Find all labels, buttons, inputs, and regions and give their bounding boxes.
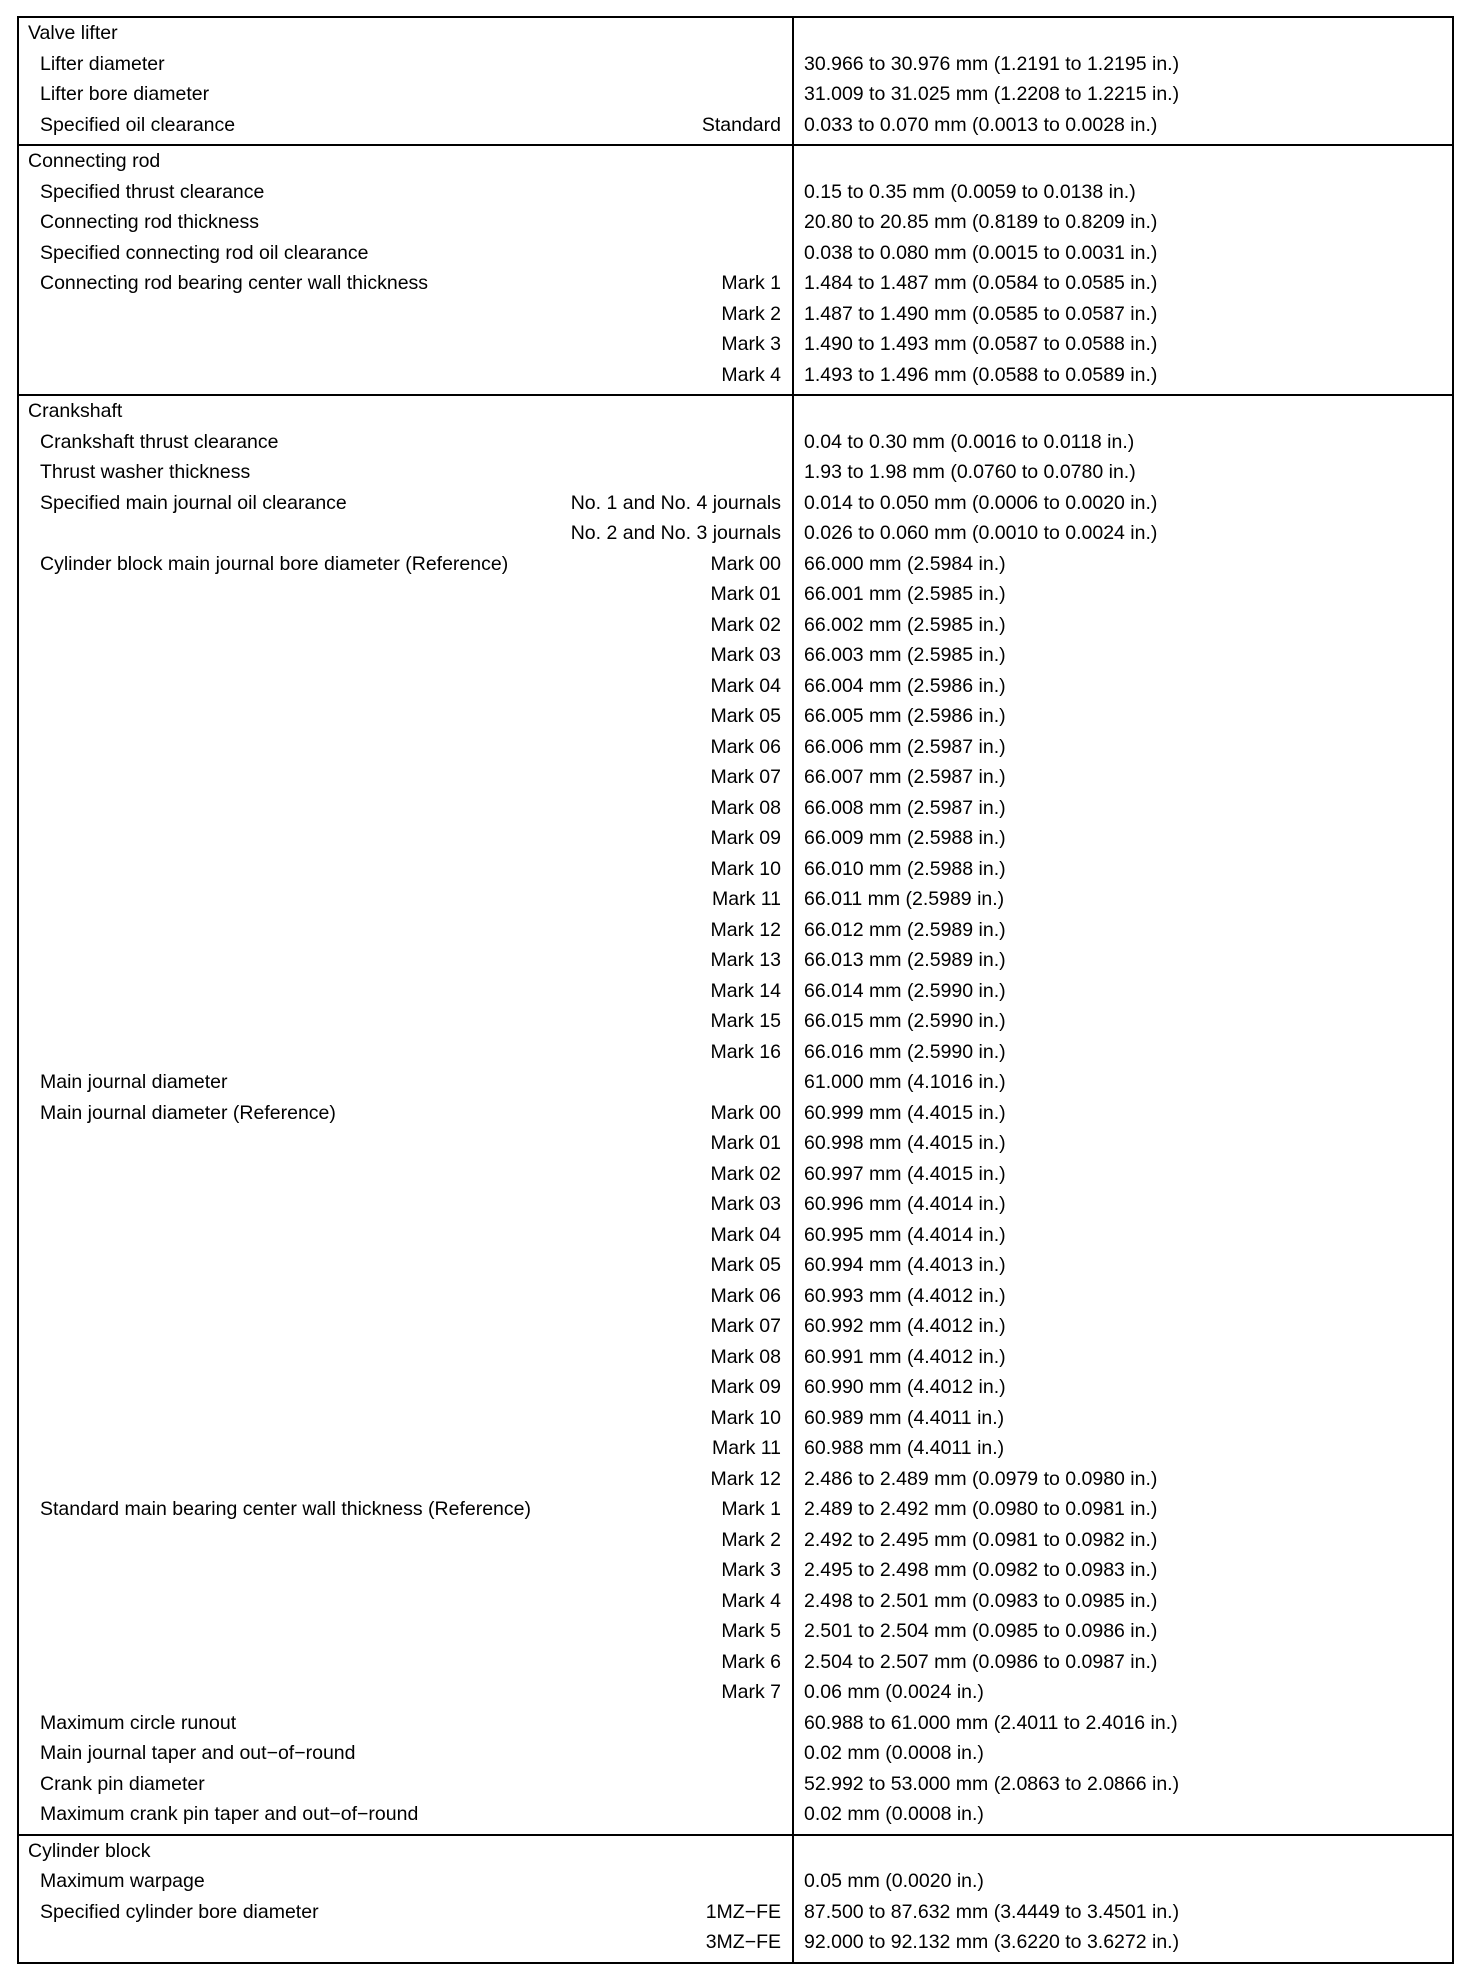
spec-row [19, 1403, 792, 1434]
spec-label [19, 299, 721, 330]
spec-qualifier: Mark 3 [721, 333, 781, 355]
spec-row [19, 915, 792, 946]
spec-value: 87.500 to 87.632 mm (3.4449 to 3.4501 in.) [804, 1900, 1180, 1923]
spec-label [19, 1006, 711, 1037]
spec-value: 0.014 to 0.050 mm (0.0006 to 0.0020 in.) [804, 491, 1158, 514]
spec-qualifier [781, 238, 792, 269]
spec-row [19, 1067, 792, 1098]
spec-row [19, 457, 792, 488]
spec-qualifier [781, 1836, 792, 1867]
spec-qualifier: Mark 10 [710, 1406, 781, 1429]
spec-row [19, 1866, 792, 1897]
section-heading: Connecting rod [28, 150, 161, 172]
spec-value: 20.80 to 20.85 mm (0.8189 to 0.8209 in.) [804, 211, 1158, 233]
spec-label [19, 945, 711, 976]
spec-qualifier [781, 18, 792, 49]
spec-qualifier: Standard [701, 113, 781, 136]
spec-label [19, 1311, 711, 1342]
spec-value: 2.501 to 2.504 mm (0.0985 to 0.0986 in.) [804, 1620, 1158, 1642]
label-column [19, 1836, 794, 1962]
spec-qualifier: Mark 02 [710, 1162, 781, 1185]
spec-value: 60.993 mm (4.4012 in.) [804, 1284, 1006, 1307]
spec-qualifier: Mark 03 [710, 1193, 781, 1215]
spec-label [19, 884, 712, 915]
spec-qualifier [781, 1769, 792, 1800]
spec-label [19, 640, 711, 671]
spec-value: 66.007 mm (2.5987 in.) [804, 766, 1006, 788]
spec-value: 60.996 mm (4.4014 in.) [804, 1193, 1006, 1215]
spec-row [19, 1159, 792, 1190]
spec-value: 66.001 mm (2.5985 in.) [804, 583, 1006, 605]
spec-qualifier [781, 146, 792, 177]
spec-value: 60.997 mm (4.4015 in.) [804, 1162, 1006, 1185]
spec-qualifier [781, 396, 792, 427]
spec-row [19, 976, 792, 1007]
spec-qualifier: Mark 03 [710, 644, 781, 666]
spec-row [19, 762, 792, 793]
spec-label: Maximum warpage [40, 1870, 205, 1892]
spec-row [19, 884, 792, 915]
spec-row [19, 268, 792, 299]
spec-qualifier: Mark 00 [710, 552, 781, 575]
spec-qualifier: Mark 1 [721, 272, 781, 294]
spec-row [19, 1464, 792, 1495]
spec-row [19, 518, 792, 549]
spec-label: Maximum crank pin taper and out−of−round [40, 1803, 419, 1825]
spec-label [19, 518, 571, 549]
spec-label [19, 1927, 706, 1958]
spec-qualifier: Mark 13 [710, 949, 781, 971]
spec-qualifier [781, 1738, 792, 1769]
spec-qualifier: Mark 08 [710, 1345, 781, 1368]
spec-label: Specified thrust clearance [40, 180, 265, 203]
section-heading-row [19, 146, 792, 177]
spec-qualifier [781, 1067, 792, 1098]
spec-row [19, 1342, 792, 1373]
spec-label [19, 1220, 711, 1251]
spec-qualifier: Mark 2 [721, 1528, 781, 1551]
spec-label: Connecting rod thickness [40, 211, 259, 233]
spec-label [19, 1403, 711, 1434]
spec-label [19, 610, 711, 641]
label-column [19, 146, 794, 394]
spec-value: 66.015 mm (2.5990 in.) [804, 1010, 1006, 1032]
spec-qualifier: Mark 07 [710, 1315, 781, 1337]
spec-value: 92.000 to 92.132 mm (3.6220 to 3.6272 in.) [804, 1931, 1180, 1953]
spec-label: Lifter diameter [40, 52, 165, 75]
spec-label [19, 976, 711, 1007]
spec-value: 30.966 to 30.976 mm (1.2191 to 1.2195 in.) [804, 52, 1180, 75]
spec-label: Specified main journal oil clearance [40, 491, 347, 514]
spec-label: Crank pin diameter [40, 1772, 205, 1795]
spec-row [19, 1769, 792, 1800]
spec-row [19, 1189, 792, 1220]
spec-qualifier [781, 1866, 792, 1897]
spec-row [19, 238, 792, 269]
spec-value: 0.04 to 0.30 mm (0.0016 to 0.0118 in.) [804, 430, 1135, 453]
spec-row [19, 1525, 792, 1556]
spec-label: Lifter bore diameter [40, 83, 210, 105]
spec-row [19, 1616, 792, 1647]
spec-value: 2.486 to 2.489 mm (0.0979 to 0.0980 in.) [804, 1467, 1158, 1490]
spec-qualifier [781, 207, 792, 238]
spec-row [19, 1098, 792, 1129]
spec-qualifier: Mark 04 [710, 674, 781, 697]
spec-qualifier: Mark 14 [710, 979, 781, 1002]
spec-row [19, 1555, 792, 1586]
spec-label [19, 1159, 711, 1190]
spec-row [19, 110, 792, 141]
spec-qualifier: Mark 08 [710, 796, 781, 819]
spec-value: 2.504 to 2.507 mm (0.0986 to 0.0987 in.) [804, 1650, 1158, 1673]
spec-value [794, 1836, 1452, 1867]
spec-value: 52.992 to 53.000 mm (2.0863 to 2.0866 in.) [804, 1772, 1180, 1795]
spec-value: 61.000 mm (4.1016 in.) [804, 1071, 1006, 1093]
spec-row [19, 1311, 792, 1342]
spec-label: Cylinder block main journal bore diameter (Reference) [40, 552, 509, 575]
spec-qualifier: Mark 1 [721, 1498, 781, 1520]
spec-row [19, 579, 792, 610]
spec-label [19, 1555, 721, 1586]
spec-qualifier [781, 1799, 792, 1830]
spec-section [19, 144, 1452, 394]
spec-label [19, 1525, 721, 1556]
spec-row [19, 299, 792, 330]
spec-qualifier: 3MZ−FE [705, 1931, 781, 1953]
spec-qualifier: Mark 09 [710, 1376, 781, 1398]
spec-section [19, 18, 1452, 144]
spec-value: 66.008 mm (2.5987 in.) [804, 796, 1006, 819]
spec-row [19, 1281, 792, 1312]
spec-row [19, 1799, 792, 1830]
spec-label [19, 1464, 711, 1495]
spec-row [19, 1250, 792, 1281]
label-column [19, 18, 794, 144]
spec-value: 60.988 mm (4.4011 in.) [804, 1437, 1005, 1459]
spec-label [19, 671, 711, 702]
spec-label: Specified oil clearance [40, 113, 236, 136]
section-heading: Valve lifter [28, 22, 118, 44]
spec-row [19, 360, 792, 391]
section-heading-row [19, 18, 792, 49]
spec-value: 2.495 to 2.498 mm (0.0982 to 0.0983 in.) [804, 1559, 1158, 1581]
spec-qualifier [781, 79, 792, 110]
value-column [794, 396, 1452, 1834]
spec-value: 60.998 mm (4.4015 in.) [804, 1132, 1006, 1154]
spec-label [19, 854, 711, 885]
spec-row [19, 854, 792, 885]
spec-label: Main journal taper and out−of−round [40, 1742, 356, 1764]
spec-label [19, 1433, 712, 1464]
spec-label: Main journal diameter [40, 1071, 228, 1093]
spec-row [19, 1128, 792, 1159]
spec-value: 66.004 mm (2.5986 in.) [804, 674, 1006, 697]
spec-label [19, 1586, 721, 1617]
spec-qualifier: Mark 16 [710, 1040, 781, 1063]
spec-qualifier: Mark 5 [721, 1620, 781, 1642]
spec-qualifier [781, 457, 792, 488]
spec-row [19, 1927, 792, 1958]
spec-label: Thrust washer thickness [40, 461, 251, 483]
spec-value: 0.02 mm (0.0008 in.) [804, 1803, 984, 1825]
spec-value: 66.010 mm (2.5988 in.) [804, 857, 1006, 880]
spec-value: 1.493 to 1.496 mm (0.0588 to 0.0589 in.) [804, 363, 1158, 386]
spec-value: 2.492 to 2.495 mm (0.0981 to 0.0982 in.) [804, 1528, 1158, 1551]
spec-value: 66.012 mm (2.5989 in.) [804, 918, 1006, 941]
spec-qualifier: Mark 06 [710, 735, 781, 758]
spec-value: 0.026 to 0.060 mm (0.0010 to 0.0024 in.) [804, 522, 1158, 544]
spec-value: 66.014 mm (2.5990 in.) [804, 979, 1006, 1002]
spec-row [19, 207, 792, 238]
spec-qualifier [781, 49, 792, 80]
spec-row [19, 177, 792, 208]
spec-qualifier [781, 1708, 792, 1739]
spec-section [19, 1834, 1452, 1962]
spec-qualifier: Mark 01 [710, 583, 781, 605]
spec-label: Specified connecting rod oil clearance [40, 241, 369, 264]
spec-label [19, 579, 711, 610]
spec-label [19, 1281, 711, 1312]
spec-row [19, 329, 792, 360]
spec-qualifier: Mark 4 [721, 1589, 781, 1612]
spec-value: 66.003 mm (2.5985 in.) [804, 644, 1006, 666]
spec-qualifier: Mark 6 [721, 1650, 781, 1673]
spec-qualifier: Mark 12 [710, 918, 781, 941]
spec-value: 66.013 mm (2.5989 in.) [804, 949, 1006, 971]
value-column [794, 146, 1452, 394]
spec-value: 60.999 mm (4.4015 in.) [804, 1101, 1006, 1124]
spec-qualifier: Mark 11 [712, 888, 781, 910]
spec-qualifier: Mark 10 [710, 857, 781, 880]
spec-row [19, 79, 792, 110]
spec-label: Connecting rod bearing center wall thickness [40, 272, 429, 294]
spec-value: 1.490 to 1.493 mm (0.0587 to 0.0588 in.) [804, 333, 1158, 355]
spec-label: Maximum circle runout [40, 1711, 237, 1734]
spec-qualifier: Mark 2 [721, 302, 781, 325]
spec-value: 0.05 mm (0.0020 in.) [804, 1870, 984, 1892]
spec-qualifier: Mark 7 [721, 1681, 781, 1703]
spec-qualifier: Mark 4 [721, 363, 781, 386]
spec-label [19, 1372, 711, 1403]
spec-row [19, 1433, 792, 1464]
spec-value: 60.991 mm (4.4012 in.) [804, 1345, 1006, 1368]
section-heading: Crankshaft [28, 400, 123, 422]
spec-table [17, 16, 1454, 1964]
spec-qualifier [781, 177, 792, 208]
spec-value [794, 18, 1452, 49]
spec-section [19, 394, 1452, 1834]
spec-label [19, 732, 711, 763]
spec-qualifier: Mark 00 [710, 1101, 781, 1124]
spec-row [19, 945, 792, 976]
spec-qualifier: Mark 01 [710, 1132, 781, 1154]
spec-label [19, 1647, 721, 1678]
spec-value: 66.009 mm (2.5988 in.) [804, 827, 1006, 849]
spec-label: Specified cylinder bore diameter [40, 1900, 319, 1923]
spec-qualifier: Mark 05 [710, 705, 781, 727]
spec-qualifier: Mark 11 [712, 1437, 781, 1459]
value-column [794, 1836, 1452, 1962]
spec-row [19, 671, 792, 702]
spec-value: 60.995 mm (4.4014 in.) [804, 1223, 1006, 1246]
spec-row [19, 732, 792, 763]
spec-row [19, 1677, 792, 1708]
spec-qualifier: Mark 04 [710, 1223, 781, 1246]
spec-value: 60.992 mm (4.4012 in.) [804, 1315, 1006, 1337]
spec-label [19, 1189, 711, 1220]
spec-label [19, 762, 711, 793]
spec-value: 2.498 to 2.501 mm (0.0983 to 0.0985 in.) [804, 1589, 1158, 1612]
spec-label [19, 1128, 711, 1159]
spec-row [19, 793, 792, 824]
spec-qualifier: Mark 07 [710, 766, 781, 788]
spec-label [19, 1037, 711, 1068]
spec-row [19, 1647, 792, 1678]
spec-row [19, 823, 792, 854]
spec-label [19, 329, 721, 360]
spec-row [19, 427, 792, 458]
spec-qualifier: Mark 12 [710, 1467, 781, 1490]
spec-qualifier: 1MZ−FE [705, 1900, 781, 1923]
spec-label: Crankshaft thrust clearance [40, 430, 279, 453]
spec-row [19, 1372, 792, 1403]
spec-value: 0.033 to 0.070 mm (0.0013 to 0.0028 in.) [804, 113, 1158, 136]
spec-value: 66.002 mm (2.5985 in.) [804, 613, 1006, 636]
spec-value: 1.487 to 1.490 mm (0.0585 to 0.0587 in.) [804, 302, 1158, 325]
spec-value: 1.93 to 1.98 mm (0.0760 to 0.0780 in.) [804, 461, 1136, 483]
label-column [19, 396, 794, 1834]
spec-label [19, 701, 711, 732]
spec-qualifier: No. 2 and No. 3 journals [570, 522, 781, 544]
spec-row [19, 1708, 792, 1739]
spec-value: 66.006 mm (2.5987 in.) [804, 735, 1006, 758]
spec-value: 66.011 mm (2.5989 in.) [804, 888, 1005, 910]
spec-label: Standard main bearing center wall thickness (Reference) [40, 1498, 531, 1520]
spec-value: 60.989 mm (4.4011 in.) [804, 1406, 1005, 1429]
spec-row [19, 1037, 792, 1068]
spec-value: 0.038 to 0.080 mm (0.0015 to 0.0031 in.) [804, 241, 1158, 264]
spec-qualifier: Mark 3 [721, 1559, 781, 1581]
spec-label [19, 1677, 721, 1708]
spec-qualifier: Mark 09 [710, 827, 781, 849]
spec-value: 1.484 to 1.487 mm (0.0584 to 0.0585 in.) [804, 272, 1158, 294]
spec-qualifier: No. 1 and No. 4 journals [570, 491, 781, 514]
section-heading: Cylinder block [28, 1839, 151, 1862]
spec-qualifier: Mark 05 [710, 1254, 781, 1276]
spec-value: 0.15 to 0.35 mm (0.0059 to 0.0138 in.) [804, 180, 1136, 203]
spec-row [19, 1006, 792, 1037]
spec-qualifier: Mark 02 [710, 613, 781, 636]
spec-label [19, 915, 711, 946]
spec-row [19, 701, 792, 732]
spec-value: 60.994 mm (4.4013 in.) [804, 1254, 1006, 1276]
section-heading-row [19, 1836, 792, 1867]
spec-row [19, 1897, 792, 1928]
spec-row [19, 1738, 792, 1769]
spec-value [794, 396, 1452, 427]
spec-value: 66.016 mm (2.5990 in.) [804, 1040, 1006, 1063]
value-column [794, 18, 1452, 144]
spec-label [19, 1342, 711, 1373]
spec-row [19, 610, 792, 641]
spec-row [19, 549, 792, 580]
spec-value: 60.988 to 61.000 mm (2.4011 to 2.4016 in.) [804, 1711, 1178, 1734]
spec-qualifier: Mark 15 [710, 1010, 781, 1032]
section-heading-row [19, 396, 792, 427]
spec-qualifier [781, 427, 792, 458]
spec-label [19, 823, 711, 854]
spec-row [19, 640, 792, 671]
spec-value: 2.489 to 2.492 mm (0.0980 to 0.0981 in.) [804, 1498, 1158, 1520]
spec-value: 66.005 mm (2.5986 in.) [804, 705, 1006, 727]
spec-value [794, 146, 1452, 177]
spec-row [19, 1586, 792, 1617]
spec-row [19, 49, 792, 80]
spec-label [19, 793, 711, 824]
spec-qualifier: Mark 06 [710, 1284, 781, 1307]
spec-label [19, 1616, 721, 1647]
spec-value: 60.990 mm (4.4012 in.) [804, 1376, 1006, 1398]
spec-value: 66.000 mm (2.5984 in.) [804, 552, 1006, 575]
spec-row [19, 488, 792, 519]
spec-value: 31.009 to 31.025 mm (1.2208 to 1.2215 in.) [804, 83, 1180, 105]
spec-value: 0.06 mm (0.0024 in.) [804, 1681, 984, 1703]
spec-label [19, 1250, 711, 1281]
spec-row [19, 1494, 792, 1525]
spec-label: Main journal diameter (Reference) [40, 1101, 336, 1124]
spec-label [19, 360, 721, 391]
spec-value: 0.02 mm (0.0008 in.) [804, 1742, 984, 1764]
spec-row [19, 1220, 792, 1251]
